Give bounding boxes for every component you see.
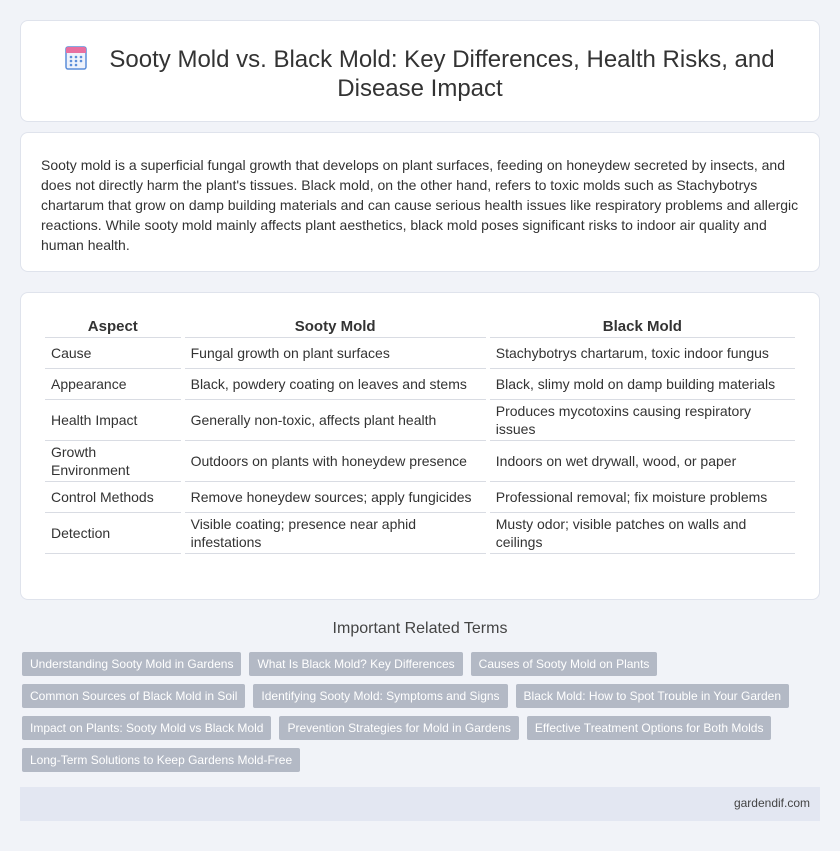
comparison-table (41, 315, 799, 554)
related-term-link[interactable]: Understanding Sooty Mold in Gardens (22, 652, 241, 676)
cell-black: Stachybotrys chartarum, toxic indoor fungus (490, 338, 795, 369)
cell-sooty: Visible coating; presence near aphid infestations (185, 513, 486, 554)
related-term-link[interactable]: Long-Term Solutions to Keep Gardens Mold-Free (22, 748, 300, 772)
related-term-link[interactable]: Effective Treatment Options for Both Molds (527, 716, 772, 740)
related-term-link[interactable]: Identifying Sooty Mold: Symptoms and Signs (253, 684, 507, 708)
table-row (45, 369, 795, 400)
cell-black: Professional removal; fix moisture problems (490, 482, 795, 513)
footer-bar (20, 787, 820, 821)
related-term-link[interactable]: Causes of Sooty Mold on Plants (471, 652, 658, 676)
cell-black: Indoors on wet drywall, wood, or paper (490, 441, 795, 482)
cell-black: Produces mycotoxins causing respiratory issues (490, 400, 795, 441)
cell-sooty: Generally non-toxic, affects plant health (185, 400, 486, 441)
related-term-link[interactable]: What Is Black Mold? Key Differences (249, 652, 462, 676)
table-header-row (45, 315, 795, 338)
intro-paragraph: Sooty mold is a superficial fungal growth that develops on plant surfaces, feeding on honeydew secreted by insects, and does not directly harm the plant's tissues. Black mold, on the other hand, refers to toxic molds such as Stachybotrys chartarum that grow on damp building materials and can cause serious health issues like respiratory problems and allergic reactions. While sooty mold mainly affects plant aesthetics, black mold poses significant risks to indoor air quality and human health. (41, 157, 799, 253)
cell-sooty: Outdoors on plants with honeydew presence (185, 441, 486, 482)
header-sooty-mold: Sooty Mold (185, 315, 486, 338)
cell-sooty: Black, powdery coating on leaves and stems (185, 369, 486, 400)
cell-black: Black, slimy mold on damp building materials (490, 369, 795, 400)
related-term-link[interactable]: Black Mold: How to Spot Trouble in Your Garden (516, 684, 789, 708)
cell-sooty: Fungal growth on plant surfaces (185, 338, 486, 369)
cell-aspect: Growth Environment (45, 441, 181, 482)
document-icon (65, 46, 87, 70)
table-row (45, 513, 795, 554)
page-title (61, 45, 779, 103)
related-term-link[interactable]: Prevention Strategies for Mold in Gardens (279, 716, 518, 740)
header-aspect: Aspect (45, 315, 181, 338)
related-terms-heading: Important Related Terms (332, 620, 508, 637)
title-wrap (61, 45, 779, 103)
cell-sooty: Remove honeydew sources; apply fungicides (185, 482, 486, 513)
cell-black: Musty odor; visible patches on walls and ceilings (490, 513, 795, 554)
table-row (45, 441, 795, 482)
comparison-card (20, 292, 820, 600)
table-row (45, 400, 795, 441)
cell-aspect: Cause (45, 338, 181, 369)
cell-aspect: Control Methods (45, 482, 181, 513)
cell-aspect: Health Impact (45, 400, 181, 441)
header-black-mold: Black Mold (490, 315, 795, 338)
intro-card (20, 132, 820, 272)
table-row (45, 338, 795, 369)
page-title-text: Sooty Mold vs. Black Mold: Key Differences, Health Risks, and Disease Impact (109, 46, 775, 102)
related-term-link[interactable]: Common Sources of Black Mold in Soil (22, 684, 245, 708)
cell-aspect: Appearance (45, 369, 181, 400)
title-card (20, 20, 820, 122)
table-row (45, 482, 795, 513)
related-terms-list (22, 652, 802, 772)
footer-site-name: gardendif.com (733, 796, 810, 810)
cell-aspect: Detection (45, 513, 181, 554)
related-term-link[interactable]: Impact on Plants: Sooty Mold vs Black Mold (22, 716, 271, 740)
